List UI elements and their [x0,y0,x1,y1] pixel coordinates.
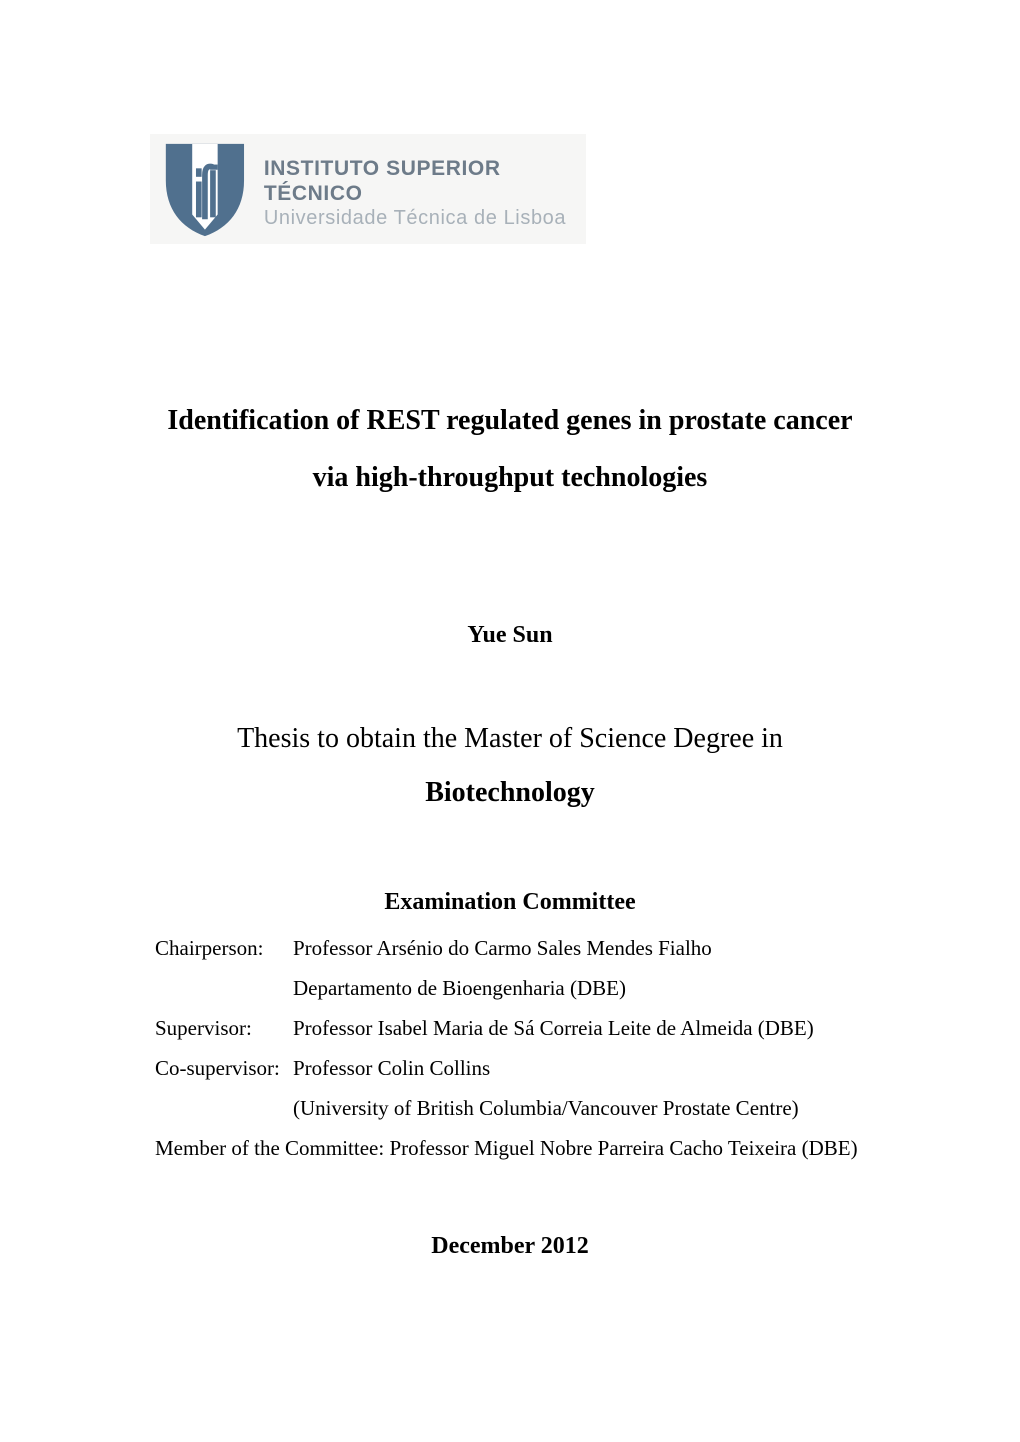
committee-row [155,968,895,1008]
ist-logo [150,134,586,244]
committee-member-text: Professor Colin Collins [293,1056,491,1080]
committee-member-text: Professor Arsénio do Carmo Sales Mendes Fialho [293,936,712,960]
committee-row [155,1048,895,1088]
degree-statement [0,712,1020,820]
committee-row [155,1128,895,1168]
thesis-date: December 2012 [431,1233,589,1259]
committee-rows [155,928,895,1168]
degree-program: Biotechnology [425,777,595,808]
committee-member-text: Professor Isabel Maria de Sá Correia Leite de Almeida (DBE) [293,1016,814,1040]
author-name: Yue Sun [467,622,553,648]
committee-role-label [155,968,293,1008]
degree-statement-line1: Thesis to obtain the Master of Science Degree in [237,723,783,754]
committee-role-label: Co-supervisor: [155,1056,280,1080]
committee-row [155,1008,895,1048]
committee-row [155,1088,895,1128]
committee-row [155,928,895,968]
ist-shield-icon [163,138,247,242]
committee-role-label: Chairperson: [155,936,264,960]
committee-member-text: (University of British Columbia/Vancouver Prostate Centre) [293,1096,799,1120]
institution-name: INSTITUTO SUPERIOR TÉCNICO [263,157,501,205]
thesis-title-line1: Identification of REST regulated genes in prostate cancer [167,405,853,436]
thesis-title [0,392,1020,506]
ist-logo-text [264,157,586,230]
committee-member-text: Departamento de Bioengenharia (DBE) [293,976,626,1000]
committee-role-label: Supervisor: [155,1016,252,1040]
committee-role-label [155,1088,293,1128]
committee-member-text: Member of the Committee: Professor Miguel Nobre Parreira Cacho Teixeira (DBE) [155,1136,858,1160]
committee-heading: Examination Committee [384,889,636,915]
university-name: Universidade Técnica de Lisboa [263,206,567,229]
thesis-title-line2: via high-throughput technologies [312,462,708,493]
